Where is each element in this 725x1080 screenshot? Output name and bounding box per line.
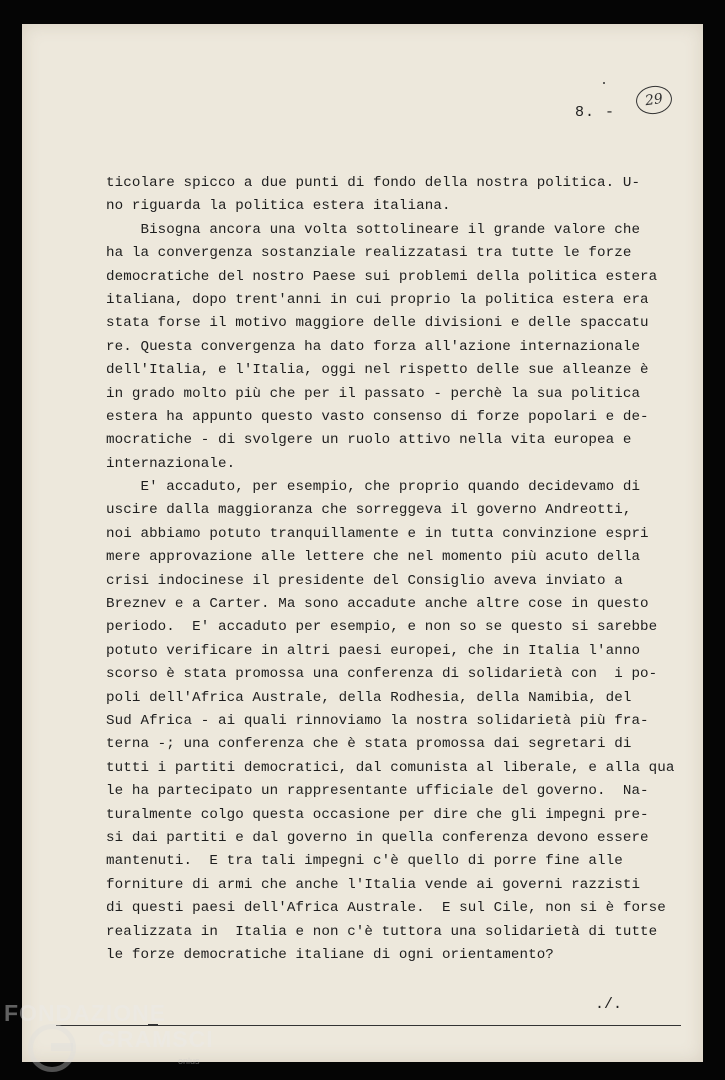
text-line: estera ha appunto questo vasto consenso di forze popolari e de- [106, 408, 649, 425]
text-line: Bisogna ancora una volta sottolineare il grande valore che [106, 221, 641, 238]
page-number: 8. - [575, 104, 616, 121]
ink-dot [603, 82, 605, 84]
text-line: poli dell'Africa Australe, della Rodhesia, della Namibia, del [106, 689, 632, 706]
text-line: scorso è stata promossa una conferenza di solidarietà con i po- [106, 666, 658, 683]
text-line: le forze democratiche italiane di ogni orientamento? [106, 946, 554, 963]
text-line: no riguarda la politica estera italiana. [106, 198, 451, 215]
text-line: democratiche del nostro Paese sui problemi della politica estera [106, 268, 658, 285]
text-line: ha la convergenza sostanziale realizzatasi tra tutte le forze [106, 245, 632, 262]
text-line: internazionale. [106, 455, 236, 472]
document-page [22, 24, 703, 1062]
text-line: potuto verificare in altri paesi europei, che in Italia l'anno [106, 642, 641, 659]
text-line: le ha partecipato un rappresentante ufficiale del governo. Na- [106, 783, 649, 800]
text-line: turalmente colgo questa occasione per dire che gli impegni pre- [106, 806, 649, 823]
text-line: in grado molto più che per il passato - perchè la sua politica [106, 385, 641, 402]
watermark-line2: GRAMSCI [98, 1026, 214, 1052]
text-line: terna -; una conferenza che è stata promossa dai segretari di [106, 736, 632, 753]
text-line: Breznev e a Carter. Ma sono accadute anche altre cose in questo [106, 596, 649, 613]
text-line: stata forse il motivo maggiore delle divisioni e delle spaccatu [106, 315, 649, 332]
text-line: di questi paesi dell'Africa Australe. E sul Cile, non si è forse [106, 900, 666, 917]
text-line: uscire dalla maggioranza che sorreggeva il governo Andreotti, [106, 502, 632, 519]
text-line: mere approvazione alle lettere che nel momento più acuto della [106, 549, 641, 566]
text-line: mocratiche - di svolgere un ruolo attivo nella vita europea e [106, 432, 632, 449]
text-line: dell'Italia, e l'Italia, oggi nel rispetto delle sue alleanze è [106, 362, 649, 379]
text-line: E' accaduto, per esempio, che proprio quando decidevamo di [106, 479, 641, 496]
text-line: noi abbiamo potuto tranquillamente e in tutta convinzione espri [106, 525, 649, 542]
text-line: si dai partiti e dal governo in quella conferenza devono essere [106, 829, 649, 846]
watermark-line1: FONDAZIONE [4, 1000, 167, 1026]
watermark-line3: onlus [178, 1056, 200, 1066]
text-line: forniture di armi che anche l'Italia vende ai governi razzisti [106, 876, 641, 893]
text-line: ticolare spicco a due punti di fondo della nostra politica. U- [106, 175, 641, 191]
text-line: crisi indocinese il presidente del Consiglio aveva inviato a [106, 572, 623, 589]
archive-number-stamp: 29 [634, 84, 674, 117]
text-line: periodo. E' accaduto per esempio, e non so se questo si sarebbe [106, 619, 658, 636]
typed-text-body [106, 172, 675, 967]
text-line: Sud Africa - ai quali rinnoviamo la nostra solidarietà più fra- [106, 712, 649, 729]
text-line: mantenuti. E tra tali impegni c'è quello di porre fine alle [106, 853, 623, 870]
watermark-logo-icon [28, 1024, 76, 1072]
continuation-mark: ./. [595, 996, 623, 1013]
text-line: italiana, dopo trent'anni in cui proprio la politica estera era [106, 291, 649, 308]
text-line: realizzata in Italia e non c'è tuttora una solidarietà di tutte [106, 923, 658, 940]
text-line: re. Questa convergenza ha dato forza all'azione internazionale [106, 338, 641, 355]
text-line: tutti i partiti democratici, dal comunista al liberale, e alla qua [106, 759, 675, 776]
